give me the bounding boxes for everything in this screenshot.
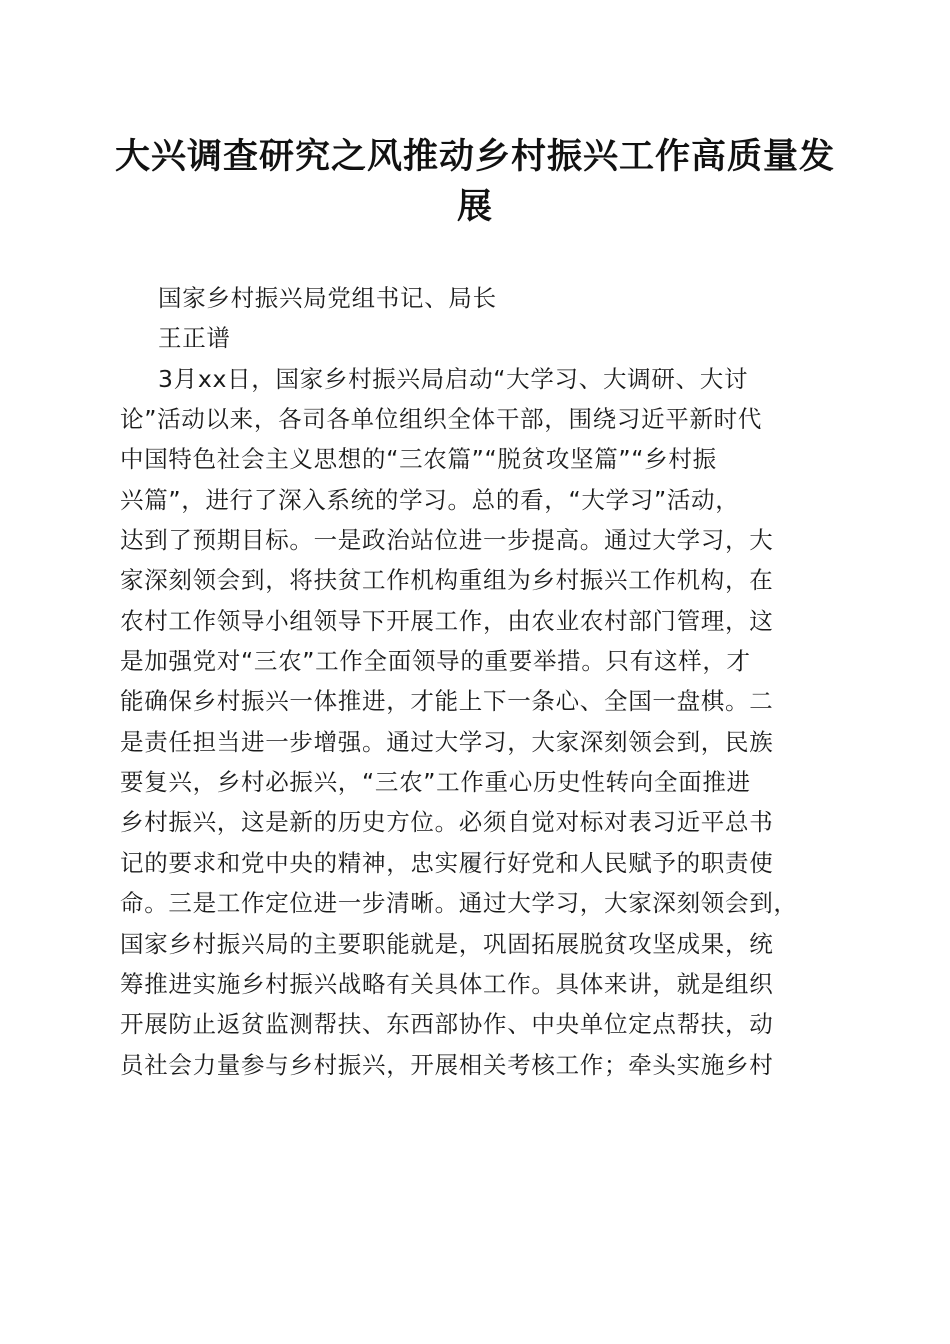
body-line: 论”活动以来，各司各单位组织全体干部，围绕习近平新时代 [120,405,763,434]
body-line: 命。三是工作定位进一步清晰。通过大学习，大家深刻领会到， [120,889,798,918]
body-line: 中国特色社会主义思想的“三农篇”“脱贫攻坚篇”“乡村振 [120,445,717,474]
body-line: 筹推进实施乡村振兴战略有关具体工作。具体来讲，就是组织 [120,969,774,998]
author-title: 国家乡村振兴局党组书记、局长 [158,284,497,312]
body-line: 记的要求和党中央的精神，忠实履行好党和人民赋予的职责使 [120,848,774,877]
body-line: 兴篇”，进行了深入系统的学习。总的看，“大学习”活动， [120,485,740,514]
document-title: 大兴调查研究之风推动乡村振兴工作高质量发展 [114,136,835,227]
body-line: 国家乡村振兴局的主要职能就是，巩固拓展脱贫攻坚成果，统 [120,929,774,958]
body-line: 家深刻领会到，将扶贫工作机构重组为乡村振兴工作机构，在 [120,566,774,595]
author-name: 王正谱 [158,324,231,353]
body-line: 要复兴，乡村必振兴，“三农”工作重心历史性转向全面推进 [120,768,751,797]
body-line: 员社会力量参与乡村振兴，开展相关考核工作；牵头实施乡村 [120,1050,774,1079]
body-line: 是责任担当进一步增强。通过大学习，大家深刻领会到，民族 [120,727,774,756]
document-body [120,278,832,1085]
body-line: 乡村振兴，这是新的历史方位。必须自觉对标对表习近平总书 [120,808,774,837]
body-line: 农村工作领导小组领导下开展工作，由农业农村部门管理，这 [120,606,774,635]
body-line: 开展防止返贫监测帮扶、东西部协作、中央单位定点帮扶，动 [120,1010,774,1039]
body-line: 达到了预期目标。一是政治站位进一步提高。通过大学习，大 [120,526,774,555]
body-line: 是加强党对“三农”工作全面领导的重要举措。只有这样，才 [120,647,751,676]
body-line: 能确保乡村振兴一体推进，才能上下一条心、全国一盘棋。二 [120,687,774,716]
body-line: 3月xx日，国家乡村振兴局启动“大学习、大调研、大讨 [158,364,749,393]
